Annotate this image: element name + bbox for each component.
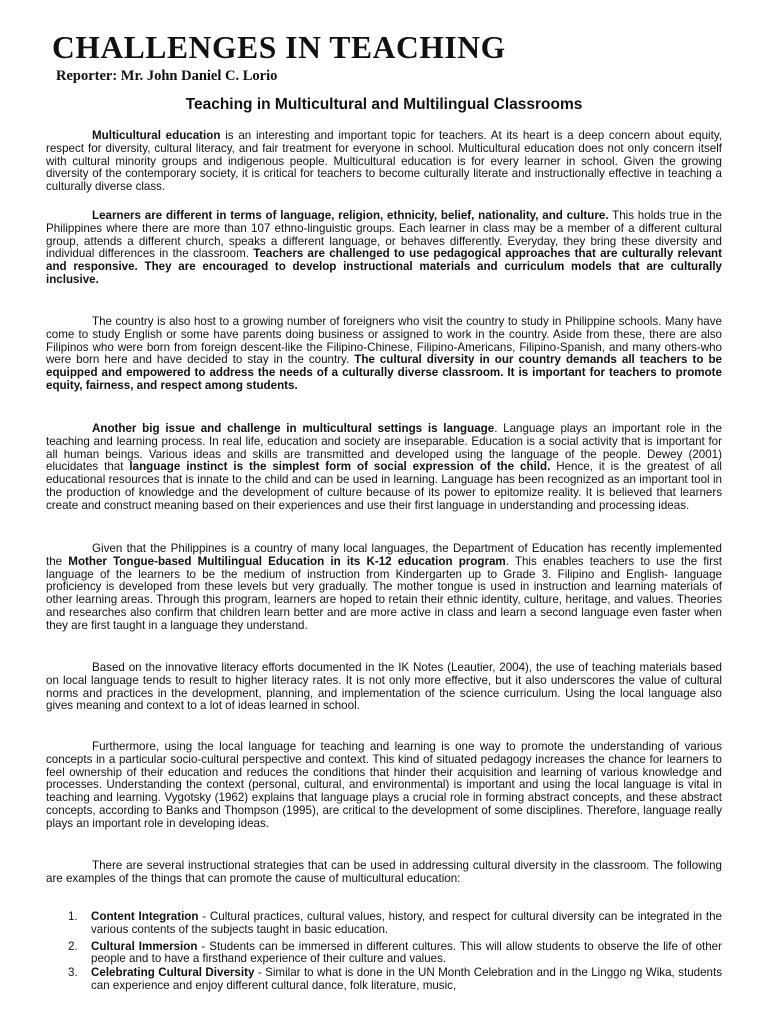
- list-item: [46, 967, 722, 993]
- paragraph-text: Given that the Philippines is a country of many local languages, the Department of Education has recently implemented the: [46, 542, 722, 568]
- list-item: [46, 911, 722, 937]
- paragraph-multicultural-education: [46, 130, 722, 194]
- paragraph-foreigners: [46, 316, 722, 393]
- paragraph-language-issue: [46, 423, 722, 513]
- paragraph-text: is an interesting and important topic for teachers. At its heart is a deep concern about equity, respect for diversity, cultural literacy, and fair treatment for everyone in school. Multicultural education does not only concern itself with cultural minority groups and indigenous people. Multicultural education is for every learner in school. Given the growing diversity of the contemporary society, it is critical for teachers to become culturally literate and instructionally effective in teaching a culturally diverse class.: [46, 129, 722, 194]
- document-title: CHALLENGES IN TEACHING: [52, 30, 506, 65]
- list-item-text: - Cultural practices, cultural values, history, and respect for cultural diversity can be integrated in the various contents of the subjects taught in basic education.: [91, 910, 722, 936]
- bold-phrase: Teachers are challenged to use pedagogical approaches that are culturally relevant and responsive. They are encouraged to develop instructional materials and curriculum models that are culturally inclusive.: [46, 247, 722, 286]
- paragraph-text: This holds true in the Philippines where there are more than 107 ethno-linguistic groups. Each learner in class may be a member of a different cultural group, attends a different church, speaks a different language, or behaves differently. Everyday, they bring these diversity and individual differences in the classroom.: [46, 209, 722, 261]
- paragraph-text: Based on the innovative literacy efforts documented in the IK Notes (Leautier, 2004), the use of teaching materials based on local language tends to result to higher literacy rates. It is not only more effective, but it also underscores the value of cultural norms and practices in the development, planning, and implementation of the science curriculum. Using the local language also gives meaning and context to a lot of ideas learned in school.: [46, 661, 722, 713]
- bold-phrase: Another big issue and challenge in multicultural settings is language: [92, 422, 495, 435]
- bold-phrase: The cultural diversity in our country demands all teachers to be equipped and empowered to address the needs of a culturally diverse classroom. It is important for teachers to promote equity, fairness, and respect among students.: [46, 353, 722, 392]
- section-heading: Teaching in Multicultural and Multilingual Classrooms: [185, 96, 583, 113]
- paragraph-text: The country is also host to a growing number of foreigners who visit the country to study in Philippine schools. Many have come to study English or some have parents doing business or assigned to work in the country. Aside from these, there are also Filipinos who were born from foreign descent-like the Filipino-Chinese, Filipino-Americans, Filipino-Spanish, and many others-who were born here and have decided to stay in the country.: [46, 315, 722, 367]
- strategy-list: [46, 911, 722, 993]
- paragraph-literacy-efforts: [46, 662, 722, 713]
- paragraph-text: . Language plays an important role in the teaching and learning process. In real life, education and society are inseparable. Education is a social activity that is important for all human beings. Various ideas and skills are transmitted and developed using the language of the people. Dewey (2001) elucidates that: [46, 422, 722, 474]
- bold-phrase: Mother Tongue-based Multilingual Education in its K-12 education program: [68, 554, 506, 568]
- paragraph-learners-different: [46, 210, 722, 287]
- bold-phrase: Multicultural education: [92, 129, 221, 142]
- paragraph-text: Furthermore, using the local language for teaching and learning is one way to promote the understanding of various concepts in a particular socio-cultural perspective and context. This kind of situated pedagogy increases the chance for learners to feel ownership of their education and reduces the conditions that hinder their acquisition and learning of various knowledge and processes. Understanding the context (personal, cultural, and environmental) is important and using the local language is vital in teaching and learning. Vygotsky (1962) explains that language plays a crucial role in forming abstract concepts, and these abstract concepts, according to Banks and Thompson (1995), are critical to the development of some disciplines. Therefore, language really plays an important role in developing ideas.: [46, 740, 722, 830]
- list-item-title: Cultural Immersion: [91, 939, 198, 953]
- list-item-text: - Similar to what is done in the UN Month Celebration and in the Linggo ng Wika, students can experience and enjoy different cultural dance, folk literature, music,: [91, 966, 723, 992]
- paragraph-text: Hence, it is the greatest of all educational resources that is innate to the child and can be used in learning. Language has been recognized as an important tool in the production of knowledge and the development of culture because of its power to epitomize reality. It is believed that learners create and construct meaning based on their experiences and use their first language in understanding and processing ideas.: [46, 460, 723, 512]
- list-item: [46, 941, 722, 967]
- list-number: 2.: [68, 939, 78, 953]
- list-number: 1.: [68, 910, 78, 923]
- list-item-title: Celebrating Cultural Diversity: [91, 966, 255, 980]
- paragraph-text: There are several instructional strategies that can be used in addressing cultural diversity in the classroom. The following are examples of the things that can promote the cause of multicultural education:: [46, 859, 722, 885]
- list-item-text: - Students can be immersed in different cultures. This will allow students to observe the life of other people and to have a firsthand experience of their culture and values.: [91, 939, 722, 966]
- list-number: 3.: [68, 966, 78, 980]
- list-item-title: Content Integration: [91, 910, 199, 923]
- bold-phrase: Learners are different in terms of language, religion, ethnicity, belief, nationality, and culture.: [92, 209, 609, 222]
- paragraph-local-language: [46, 741, 722, 831]
- paragraph-strategies-intro: [46, 860, 722, 886]
- bold-phrase: language instinct is the simplest form of social expression of the child.: [129, 460, 551, 474]
- reporter-line: Reporter: Mr. John Daniel C. Lorio: [56, 68, 278, 84]
- paragraph-text: . This enables teachers to use the first language of the learners to be the medium of instruction from Kindergarten up to Grade 3. Filipino and English- language proficiency is developed from these levels but very gradually. The mother tongue is used in instruction and learning materials of other learning areas. Through this program, learners are hoped to retain their ethnic identity, culture, heritage, and values. Theories and researches also confirm that children learn better and are more active in class and learn a second language even faster when they are first taught in a language they understand.: [46, 554, 722, 632]
- paragraph-mother-tongue: [46, 543, 722, 633]
